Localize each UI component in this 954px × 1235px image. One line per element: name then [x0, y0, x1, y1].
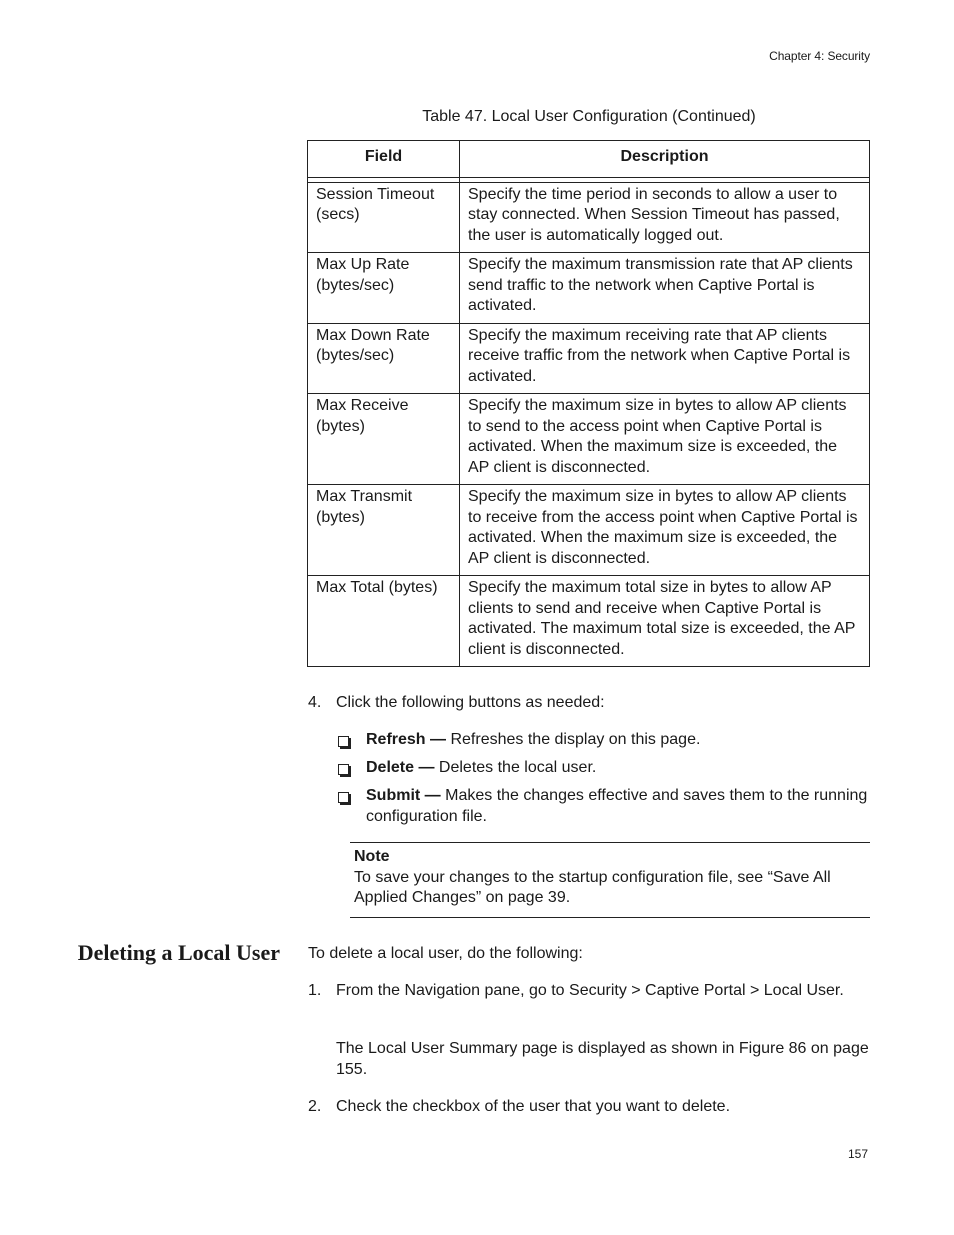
button-desc: Deletes the local user.	[434, 759, 597, 776]
table-row	[308, 253, 870, 324]
note-title: Note	[354, 848, 390, 865]
table-row	[308, 323, 870, 394]
table-row	[308, 182, 870, 253]
description-cell: Specify the time period in seconds to allow a user to stay connected. When Session Timeout has passed, the user is automatically logged out.	[460, 182, 870, 253]
step-number: 1.	[308, 982, 322, 999]
description-cell: Specify the maximum transmission rate that AP clients send traffic to the network when Captive Portal is activated.	[460, 253, 870, 324]
description-cell: Specify the maximum size in bytes to allow AP clients to receive from the access point when Captive Portal is activated. When the maximum size is exceeded, the AP client is disconnected.	[460, 485, 870, 576]
step-number: 2.	[308, 1098, 322, 1115]
column-header-description: Description	[460, 141, 870, 178]
button-list	[336, 730, 870, 835]
note-text: To save your changes to the startup configuration file, see “Save All Applied Changes” on page 39.	[354, 868, 831, 906]
table-row	[308, 394, 870, 485]
step-4	[308, 693, 870, 714]
step-1	[308, 981, 870, 1002]
section-heading: Deleting a Local User	[77, 940, 280, 965]
checkbox-bullet-icon	[338, 764, 349, 775]
note-box	[350, 842, 870, 918]
step-2	[308, 1097, 870, 1118]
local-user-config-table	[307, 140, 870, 667]
button-desc: Refreshes the display on this page.	[446, 731, 701, 748]
list-item	[336, 730, 870, 751]
table-row	[308, 576, 870, 667]
description-cell: Specify the maximum receiving rate that AP clients receive traffic from the network when Captive Portal is activated.	[460, 323, 870, 394]
step-1-note: The Local User Summary page is displayed as shown in Figure 86 on page 155.	[336, 1040, 869, 1078]
list-item	[336, 758, 870, 779]
checkbox-bullet-icon	[338, 792, 349, 803]
field-cell: Max Total (bytes)	[308, 576, 460, 667]
table-row	[308, 485, 870, 576]
checkbox-bullet-icon	[338, 736, 349, 747]
table-caption: Table 47. Local User Configuration (Continued)	[422, 108, 756, 125]
step-number: 4.	[308, 694, 322, 711]
field-cell: Session Timeout (secs)	[308, 182, 460, 253]
list-item	[336, 786, 870, 827]
section-intro: To delete a local user, do the following:	[308, 945, 583, 962]
field-cell: Max Down Rate (bytes/sec)	[308, 323, 460, 394]
button-name-submit: Submit —	[366, 787, 441, 804]
running-header: Chapter 4: Security	[769, 49, 870, 63]
button-name-refresh: Refresh —	[366, 731, 447, 748]
description-cell: Specify the maximum total size in bytes to allow AP clients to send and receive when Captive Portal is activated. The maximum total size is exceeded, the AP client is disconnected.	[460, 576, 870, 667]
button-name-delete: Delete —	[366, 759, 435, 776]
button-desc: Makes the changes effective and saves them to the running configuration file.	[366, 787, 868, 825]
column-header-field: Field	[308, 141, 460, 178]
step-text: Check the checkbox of the user that you want to delete.	[336, 1098, 731, 1115]
field-cell: Max Receive (bytes)	[308, 394, 460, 485]
field-cell: Max Up Rate (bytes/sec)	[308, 253, 460, 324]
step-text: Click the following buttons as needed:	[336, 694, 605, 711]
description-cell: Specify the maximum size in bytes to allow AP clients to send to the access point when Captive Portal is activated. When the maximum size is exceeded, the AP client is disconnected.	[460, 394, 870, 485]
step-text: From the Navigation pane, go to Security > Captive Portal > Local User.	[336, 982, 844, 999]
page-number: 157	[847, 1147, 868, 1161]
field-cell: Max Transmit (bytes)	[308, 485, 460, 576]
